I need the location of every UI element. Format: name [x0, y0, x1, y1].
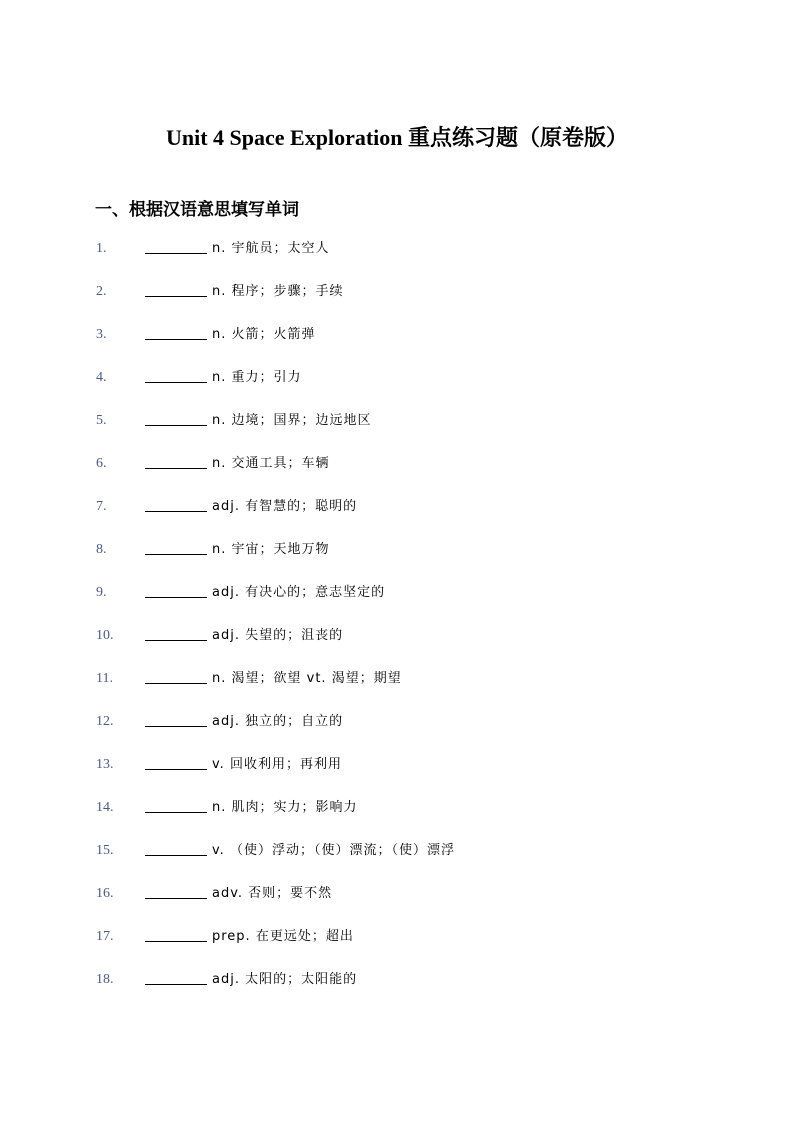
item-definition: n. 火箭；火箭弹	[212, 327, 316, 342]
item-definition: adj. 太阳的；太阳能的	[212, 972, 358, 987]
answer-blank[interactable]	[145, 984, 207, 985]
item-number: 5.	[96, 413, 107, 428]
item-number: 16.	[96, 886, 114, 901]
item-number: 18.	[96, 972, 114, 987]
item-definition: n. 宇航员；太空人	[212, 241, 330, 256]
exercise-item	[0, 752, 794, 778]
item-definition: adj. 有智慧的；聪明的	[212, 499, 358, 514]
exercise-item	[0, 408, 794, 434]
answer-blank[interactable]	[145, 855, 207, 856]
item-number: 17.	[96, 929, 114, 944]
item-number: 6.	[96, 456, 107, 471]
item-definition: adj. 有决心的；意志坚定的	[212, 585, 386, 600]
item-number: 9.	[96, 585, 107, 600]
item-number: 15.	[96, 843, 114, 858]
exercise-item	[0, 580, 794, 606]
exercise-item	[0, 451, 794, 477]
item-definition: adj. 独立的；自立的	[212, 714, 344, 729]
item-number: 8.	[96, 542, 107, 557]
item-definition: adj. 失望的；沮丧的	[212, 628, 344, 643]
item-number: 10.	[96, 628, 114, 643]
answer-blank[interactable]	[145, 898, 207, 899]
exercise-item	[0, 666, 794, 692]
item-definition: n. 程序；步骤；手续	[212, 284, 344, 299]
exercise-item	[0, 236, 794, 262]
answer-blank[interactable]	[145, 382, 207, 383]
answer-blank[interactable]	[145, 726, 207, 727]
exercise-item	[0, 494, 794, 520]
exercise-item	[0, 795, 794, 821]
exercise-item	[0, 365, 794, 391]
item-definition: n. 交通工具；车辆	[212, 456, 330, 471]
answer-blank[interactable]	[145, 468, 207, 469]
exercise-item	[0, 623, 794, 649]
item-definition: v. （使）浮动；（使）漂流；（使）漂浮	[212, 843, 455, 858]
section-heading: 一、根据汉语意思填写单词	[95, 200, 299, 220]
answer-blank[interactable]	[145, 554, 207, 555]
answer-blank[interactable]	[145, 253, 207, 254]
item-number: 7.	[96, 499, 107, 514]
item-definition: n. 宇宙；天地万物	[212, 542, 330, 557]
item-number: 3.	[96, 327, 107, 342]
answer-blank[interactable]	[145, 425, 207, 426]
exercise-item	[0, 924, 794, 950]
answer-blank[interactable]	[145, 769, 207, 770]
item-number: 14.	[96, 800, 114, 815]
item-definition: n. 肌肉；实力；影响力	[212, 800, 358, 815]
item-definition: adv. 否则；要不然	[212, 886, 333, 901]
exercise-item	[0, 322, 794, 348]
answer-blank[interactable]	[145, 296, 207, 297]
answer-blank[interactable]	[145, 339, 207, 340]
answer-blank[interactable]	[145, 683, 207, 684]
item-number: 2.	[96, 284, 107, 299]
item-number: 4.	[96, 370, 107, 385]
item-number: 1.	[96, 241, 107, 256]
exercise-item	[0, 967, 794, 993]
answer-blank[interactable]	[145, 511, 207, 512]
item-definition: n. 渴望；欲望 vt. 渴望；期望	[212, 671, 402, 686]
exercise-item	[0, 838, 794, 864]
document-title: Unit 4 Space Exploration 重点练习题（原卷版）	[165, 125, 629, 150]
exercise-item	[0, 279, 794, 305]
item-definition: n. 边境；国界；边远地区	[212, 413, 372, 428]
item-definition: prep. 在更远处；超出	[212, 929, 354, 944]
answer-blank[interactable]	[145, 640, 207, 641]
item-number: 11.	[96, 671, 113, 686]
answer-blank[interactable]	[145, 812, 207, 813]
item-number: 13.	[96, 757, 114, 772]
item-definition: n. 重力；引力	[212, 370, 302, 385]
exercise-item	[0, 881, 794, 907]
exercise-item	[0, 709, 794, 735]
item-definition: v. 回收利用；再利用	[212, 757, 342, 772]
item-number: 12.	[96, 714, 114, 729]
answer-blank[interactable]	[145, 941, 207, 942]
answer-blank[interactable]	[145, 597, 207, 598]
exercise-item	[0, 537, 794, 563]
